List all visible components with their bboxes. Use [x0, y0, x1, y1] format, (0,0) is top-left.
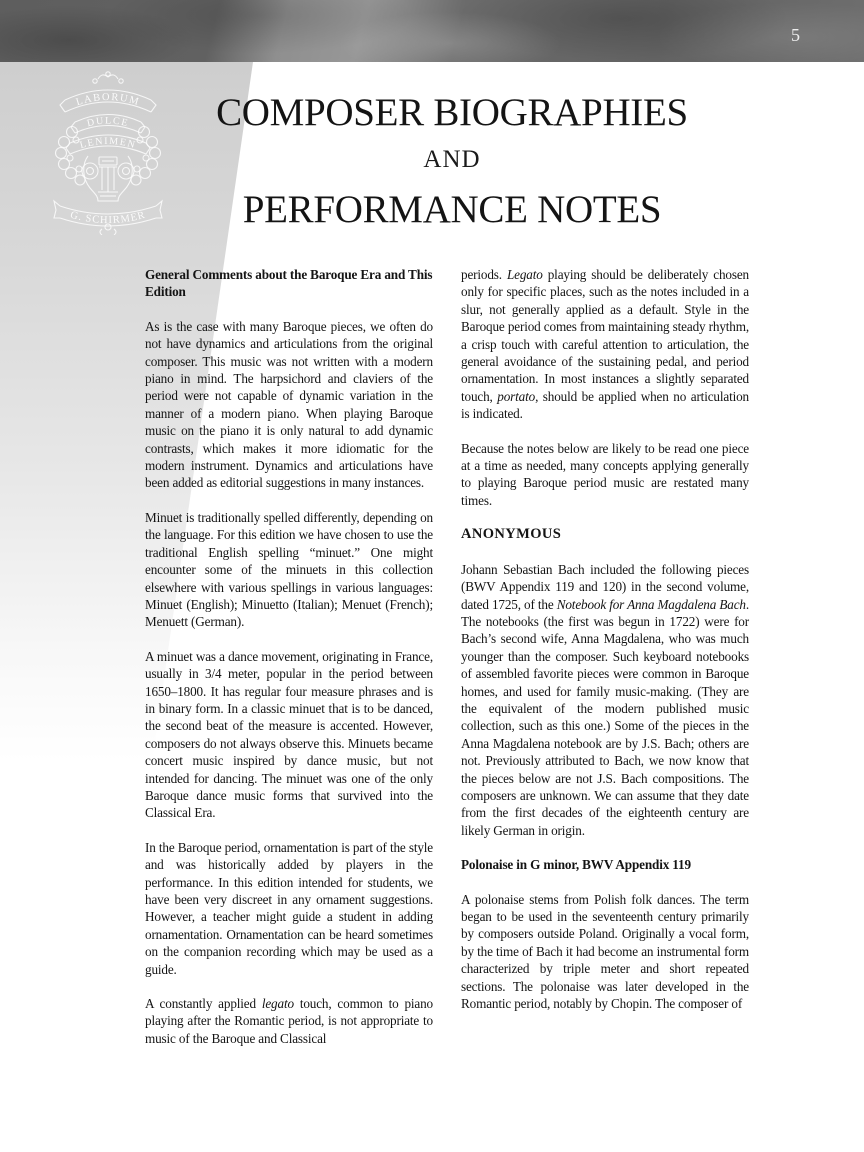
page-title: [122, 92, 782, 231]
title-line-2: PERFORMANCE NOTES: [242, 188, 662, 231]
paragraph: Johann Sebastian Bach included the following pieces (BWV Appendix 119 and 120) in the second volume, dated 1725, of the Notebook for Anna Magdalena Bach. The notebooks (the first was begun in 1722) were for Bach’s second wife, Anna Magdalena, who was much younger than the composer. Such keyboard notebooks of assembled favorite pieces were common in Baroque homes, and used for family music-making. (They are the equivalent of the modern published music collection, such as this one.) Some of the pieces in the Anna Magdalena notebook are by J.S. Bach; others are not. Previously attributed to Bach, we now know that the pieces below are not J.S. Bach compositions. The composers are unknown. We can assume that they date from the first decades of the eighteenth century are likely German in origin.: [461, 561, 749, 838]
title-conjunction: AND: [423, 146, 481, 173]
emblem-publisher-name: G. SCHIRMER: [69, 209, 147, 227]
title-line-1: COMPOSER BIOGRAPHIES: [216, 91, 688, 134]
paragraph: In the Baroque period, ornamentation is part of the style and was historically added by players in the performance. In this edition intended for students, we have been very discreet in any ornament suggestions. However, a teacher might guide a student in adding ornamentation. Ornamentation can be heard sometimes on the companion recording which may be used as a guide.: [145, 839, 433, 977]
piece-heading-polonaise: Polonaise in G minor, BWV Appendix 119: [461, 857, 691, 873]
paragraph: A constantly applied legato touch, common to piano playing after the Romantic period, is not appropriate to music of the Baroque and Classical: [145, 996, 433, 1046]
right-column: [461, 266, 749, 1012]
paragraph: Because the notes below are likely to be read one piece at a time as needed, many concepts applying generally to playing Baroque period music are restated many times.: [461, 440, 749, 508]
header-band: [0, 0, 864, 62]
paragraph: periods. Legato playing should be deliberately chosen only for specific places, such as the notes included in a slur, not generally applied as a default. Style in the Baroque period comes from maintaining steady rhythm, a crisp touch with careful attention to articulation, the general avoidance of the sustaining pedal, and period ornamentation. In most instances a slightly separated touch, portato, should be applied when no articulation is indicated.: [461, 267, 749, 422]
emblem-motto-lenimen: LENIMEN: [78, 135, 138, 152]
section-heading-anonymous: ANONYMOUS: [461, 526, 562, 543]
page-number: 5: [791, 25, 800, 45]
emblem-motto-laborum: LABORUM: [74, 91, 142, 109]
paragraph: Minuet is traditionally spelled differently, depending on the language. For this edition we have chosen to use the traditional English spelling “minuet.” One might encounter some of the minuets in this collection elsewhere with various spellings in various languages: Minuet (English); Minuetto (Italian); Menuet (French); Menuett (German).: [145, 509, 433, 630]
paragraph: As is the case with many Baroque pieces, we often do not have dynamics and articulations from the original composer. This music was not written with a modern piano in mind. The harpsichord and claviers of the period were not capable of dynamic variation in the manner of a modern piano. When playing Baroque music on the piano it is only natural to add dynamic contrasts, which makes it more idiomatic for the modern instrument. Dynamics and articulations have been added as editorial suggestions in many instances.: [145, 318, 433, 491]
emblem-motto-dulce: DULCE: [85, 115, 131, 130]
left-column: [145, 266, 433, 1047]
paragraph: A minuet was a dance movement, originating in France, usually in 3/4 meter, popular in the period between 1650–1800. It has regular four measure phrases and is in binary form. In a classic minuet that is to be danced, the second beat of the measure is accented. However, composers do not always observe this. Minuets became concert music inspired by dance music, but not intended for dancing. The minuet was one of the only Baroque dance music forms that survived into the Classical Era.: [145, 648, 433, 821]
paragraph: A polonaise stems from Polish folk dances. The term began to be used in the seventeenth century primarily by composers outside Poland. Originally a vocal form, by the time of Bach it had become an instrumental form characterized by triple meter and short repeated sections. The polonaise was later developed in the Romantic period, notably by Chopin. The composer of: [461, 891, 749, 1012]
column-heading: General Comments about the Baroque Era and This Edition: [145, 267, 433, 300]
